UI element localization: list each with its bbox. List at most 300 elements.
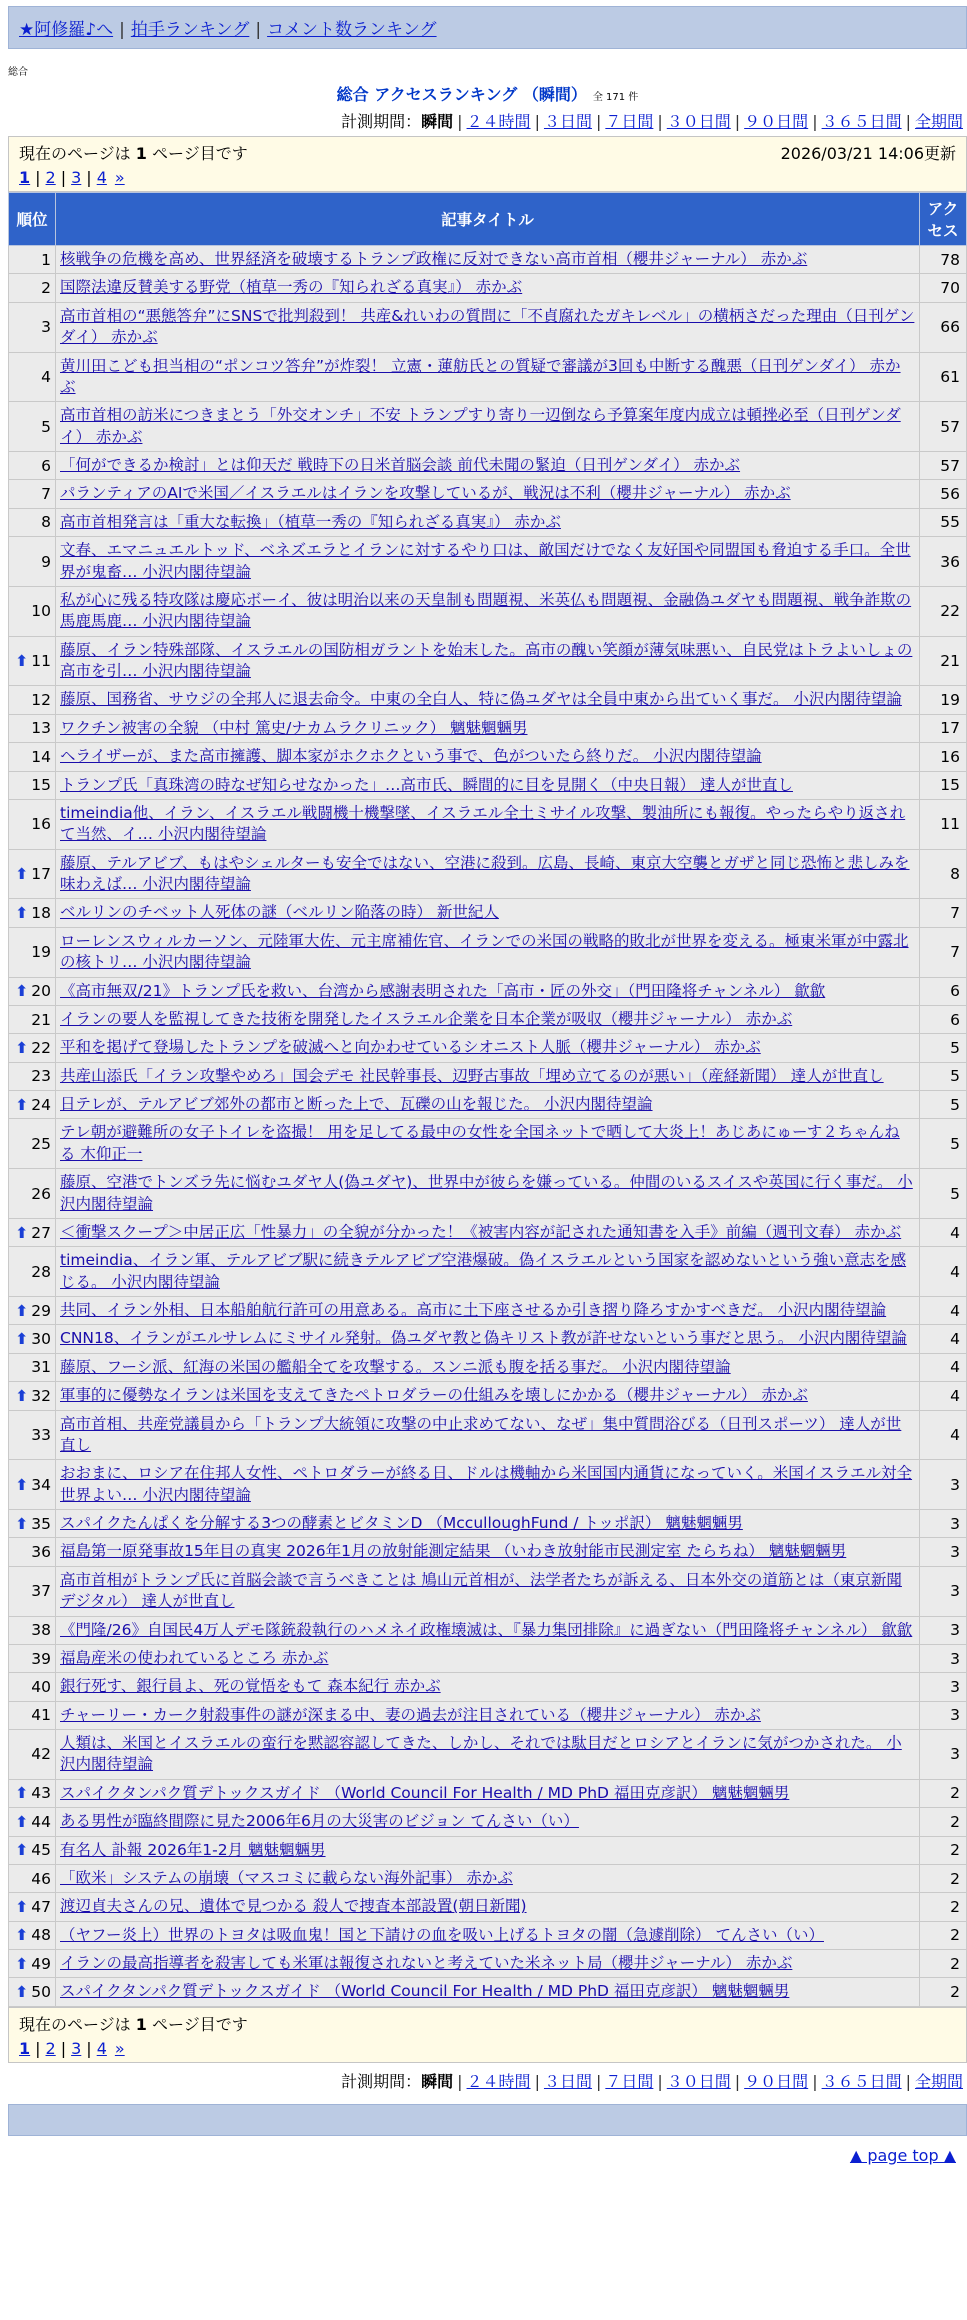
article-link[interactable]: timeindia他、イラン、イスラエル戦闘機十機撃墜、イスラエル全土ミサイル攻撃、製油所にも報復。やったらやり返されて当然、イ… 小沢内閣待望論 bbox=[60, 803, 906, 844]
title-cell bbox=[56, 1062, 920, 1090]
article-link[interactable]: 共同、イラン外相、日本船舶航行許可の用意ある。高市に土下座させるか引き摺り降ろすかすべきだ。 小沢内閣待望論 bbox=[60, 1301, 887, 1319]
rank-up-arrow-icon: ⬆ bbox=[15, 1983, 29, 2002]
rank-cell bbox=[9, 1921, 56, 1949]
rank-number: 45 bbox=[31, 1841, 51, 1860]
title-cell bbox=[56, 1005, 920, 1033]
category-label: 総合 bbox=[8, 67, 28, 78]
title-cell bbox=[56, 1893, 920, 1921]
rank-up-arrow-icon: ⬆ bbox=[15, 865, 29, 883]
access-count: 2 bbox=[920, 1921, 967, 1949]
article-link[interactable]: 福島産米の使われているところ 赤かぶ bbox=[60, 1648, 329, 1667]
rank-cell bbox=[9, 1644, 56, 1672]
rank-number: 19 bbox=[31, 943, 51, 962]
period-label: 計測期間： bbox=[341, 112, 422, 131]
title-cell bbox=[56, 1510, 920, 1538]
rank-number: 39 bbox=[31, 1649, 51, 1668]
rank-number: 49 bbox=[31, 1954, 51, 1973]
access-count: 3 bbox=[920, 1538, 967, 1566]
rank-cell bbox=[9, 1566, 56, 1616]
updated-timestamp: 2026/03/21 14:06更新 bbox=[780, 144, 956, 163]
period-link-7d[interactable]: ７日間 bbox=[605, 112, 654, 131]
access-count: 6 bbox=[920, 1005, 967, 1033]
period-link-90d[interactable]: ９０日間 bbox=[744, 2071, 809, 2091]
title-cell bbox=[56, 1978, 920, 2006]
access-count: 4 bbox=[920, 1410, 967, 1460]
article-link[interactable]: 高市首相の“悪態答弁”にSNSで批判殺到！ 共産&れいわの質問に「不貞腐れたガキレベル」の横柄さだった理由（日刊ゲンダイ） 赤かぶ bbox=[60, 306, 915, 347]
access-count: 5 bbox=[920, 1091, 967, 1119]
rank-number: 5 bbox=[41, 417, 51, 436]
rank-up-arrow-icon: ⬆ bbox=[15, 1223, 29, 1242]
article-link[interactable]: 藤原、イラン特殊部隊、イスラエルの国防相ガラントを始末した。高市の醜い笑顔が薄気味悪い、自民党はトラよいしょの高市を引… 小沢内閣待望論 bbox=[60, 640, 913, 680]
rank-cell bbox=[9, 771, 56, 799]
rank-up-arrow-icon: ⬆ bbox=[15, 1301, 29, 1320]
article-link[interactable]: 文春、エマニュエルトッド、ベネズエラとイランに対するやり口は、敵国だけでなく友好国や同盟国も脅迫する手口。全世界が鬼畜… 小沢内閣待望論 bbox=[60, 541, 911, 581]
current-page-text: 現在のページは 1 ページ目です bbox=[19, 144, 248, 163]
rank-cell bbox=[9, 636, 56, 686]
table-row bbox=[9, 246, 967, 274]
rank-cell bbox=[9, 1247, 56, 1297]
access-count: 7 bbox=[920, 927, 967, 977]
access-count: 17 bbox=[920, 714, 967, 742]
pager-page-4[interactable]: 4 bbox=[96, 2038, 107, 2058]
period-link-365d[interactable]: ３６５日間 bbox=[821, 112, 902, 131]
access-count: 11 bbox=[920, 799, 967, 849]
article-link[interactable]: ベルリンのチベット人死体の謎（ベルリン陥落の時） 新世紀人 bbox=[60, 903, 499, 922]
rank-cell bbox=[9, 714, 56, 742]
title-cell bbox=[56, 1247, 920, 1297]
article-link[interactable]: 日テレが、テルアビブ郊外の都市と断った上で、瓦礫の山を報じた。 小沢内閣待望論 bbox=[60, 1095, 653, 1113]
pager-page-2[interactable]: 2 bbox=[45, 2038, 56, 2058]
rank-number: 26 bbox=[31, 1184, 51, 1203]
rank-cell bbox=[9, 1353, 56, 1381]
title-cell bbox=[56, 246, 920, 274]
rank-cell bbox=[9, 1950, 56, 1978]
rank-number: 13 bbox=[31, 719, 51, 738]
access-count: 3 bbox=[920, 1460, 967, 1510]
rank-cell bbox=[9, 1779, 56, 1807]
article-link[interactable]: 「何ができるか検討」とは仰天だ 戦時下の日米首脳会談 前代未聞の緊迫（日刊ゲンダイ） 赤かぶ bbox=[60, 456, 741, 474]
table-row bbox=[9, 1005, 967, 1033]
rank-up-arrow-icon: ⬆ bbox=[15, 1386, 29, 1405]
rank-number: 1 bbox=[41, 250, 51, 269]
period-link-7d[interactable]: ７日間 bbox=[605, 2071, 654, 2091]
access-count: 3 bbox=[920, 1701, 967, 1729]
rank-cell bbox=[9, 1034, 56, 1062]
title-cell bbox=[56, 537, 920, 587]
rank-number: 3 bbox=[41, 318, 51, 337]
article-link[interactable]: スパイクタンパク質デトックスガイド （World Council For Health / MD PhD 福田克彦訳） 魑魅魍魎男 bbox=[60, 1982, 790, 2001]
nav-separator: | bbox=[119, 20, 125, 40]
access-count: 61 bbox=[920, 352, 967, 402]
rank-number: 37 bbox=[31, 1582, 51, 1601]
table-row bbox=[9, 899, 967, 927]
title-cell bbox=[56, 1382, 920, 1410]
rank-cell bbox=[9, 1119, 56, 1169]
article-link[interactable]: 高市首相の訪米につきまとう「外交オンチ」不安 トランプすり寄り一辺倒なら予算案年度内成立は頓挫必至（日刊ゲンダイ） 赤かぶ bbox=[60, 406, 901, 446]
rank-cell bbox=[9, 849, 56, 899]
table-row bbox=[9, 977, 967, 1005]
rank-number: 50 bbox=[31, 1983, 51, 2002]
access-count: 3 bbox=[920, 1644, 967, 1672]
rank-cell bbox=[9, 1510, 56, 1538]
title-cell bbox=[56, 302, 920, 352]
table-row bbox=[9, 636, 967, 686]
article-link[interactable]: 藤原、フーシ派、紅海の米国の艦船全てを攻撃する。スンニ派も腹を括る事だ。 小沢内閣待望論 bbox=[60, 1357, 731, 1376]
table-row bbox=[9, 1382, 967, 1410]
rank-cell bbox=[9, 1538, 56, 1566]
table-row bbox=[9, 402, 967, 452]
header-access: アクセス bbox=[920, 193, 967, 246]
pager-page-3[interactable]: 3 bbox=[71, 2038, 82, 2058]
title-cell bbox=[56, 1325, 920, 1353]
pager-page-2[interactable]: 2 bbox=[45, 168, 56, 187]
rank-number: 17 bbox=[31, 865, 51, 883]
article-link[interactable]: ワクチン被害の全貌 （中村 篤史/ナカムラクリニック） 魑魅魍魎男 bbox=[60, 718, 528, 737]
title-cell bbox=[56, 1921, 920, 1949]
rank-number: 40 bbox=[31, 1677, 51, 1696]
rank-number: 18 bbox=[31, 904, 51, 923]
article-link[interactable]: （ヤフー炎上）世界のトヨタは吸血鬼！国と下請けの血を吸い上げるトヨタの闇（急遽削除） てんさい（い） bbox=[60, 1925, 824, 1944]
rank-up-arrow-icon: ⬆ bbox=[15, 1514, 29, 1533]
article-link[interactable]: timeindia、イラン軍、テルアビブ駅に続きテルアビブ空港爆破。偽イスラエルという国家を認めないという強い意志を感じる。 小沢内閣待望論 bbox=[60, 1251, 907, 1291]
rank-number: 36 bbox=[31, 1543, 51, 1562]
table-row bbox=[9, 452, 967, 480]
table-row bbox=[9, 274, 967, 302]
rank-number: 8 bbox=[41, 513, 51, 532]
article-link[interactable]: 黄川田こども担当相の“ポンコツ答弁”が炸裂！ 立憲・蓮舫氏との質疑で審議が3回も中断する醜悪（日刊ゲンダイ） 赤かぶ bbox=[60, 356, 901, 396]
article-link[interactable]: CNN18、イランがエルサレムにミサイル発射。偽ユダヤ教と偽キリスト教が許せないという事だと思う。 小沢内閣待望論 bbox=[60, 1329, 907, 1348]
table-row bbox=[9, 1566, 967, 1616]
table-row bbox=[9, 537, 967, 587]
article-link[interactable]: 渡辺貞夫さんの兄、遺体で見つかる 殺人で捜査本部設置(朝日新聞) bbox=[60, 1897, 527, 1916]
article-link[interactable]: スパイクタンパク質デトックスガイド （World Council For Health / MD PhD 福田克彦訳） 魑魅魍魎男 bbox=[60, 1783, 790, 1802]
access-count: 21 bbox=[920, 636, 967, 686]
access-count: 8 bbox=[920, 849, 967, 899]
rank-number: 15 bbox=[31, 776, 51, 795]
access-count: 2 bbox=[920, 1779, 967, 1807]
header-title: 記事タイトル bbox=[56, 193, 920, 246]
nav-link-ashura[interactable]: ★阿修羅♪へ bbox=[19, 20, 114, 40]
table-row bbox=[9, 1836, 967, 1864]
article-link[interactable]: パランティアのAIで米国／イスラエルはイランを攻撃しているが、戦況は不利（櫻井ジャーナル） 赤かぶ bbox=[60, 484, 791, 503]
table-row bbox=[9, 1510, 967, 1538]
table-row bbox=[9, 1091, 967, 1119]
period-label: 計測期間： bbox=[341, 2071, 422, 2091]
access-count: 4 bbox=[920, 1382, 967, 1410]
article-link[interactable]: 平和を掲げて登場したトランプを破滅へと向かわせているシオニスト人脈（櫻井ジャーナル） 赤かぶ bbox=[60, 1038, 761, 1057]
rank-up-arrow-icon: ⬆ bbox=[15, 1926, 29, 1945]
table-row bbox=[9, 1808, 967, 1836]
top-navigation bbox=[8, 6, 967, 49]
table-row bbox=[9, 1460, 967, 1510]
rank-up-arrow-icon: ⬆ bbox=[15, 1897, 29, 1916]
page-top-link[interactable]: ▲ page top ▲ bbox=[849, 2145, 956, 2165]
period-current: 瞬間 bbox=[421, 2071, 454, 2091]
article-link[interactable]: 銀行死す、銀行員よ、死の覚悟をもて 森本紀行 赤かぶ bbox=[60, 1677, 441, 1696]
title-cell bbox=[56, 352, 920, 402]
article-link[interactable]: 《高市無双/21》トランプ氏を救い、台湾から感謝表明された「高市・匠の外交」（門田隆将チャンネル） 歙歙 bbox=[60, 981, 826, 1000]
article-link[interactable]: ある男性が臨終間際に見た2006年6月の大災害のビジョン てんさい（い） bbox=[60, 1812, 579, 1831]
page-info-top bbox=[8, 136, 967, 192]
rank-number: 24 bbox=[31, 1095, 51, 1114]
rank-up-arrow-icon: ⬆ bbox=[15, 652, 29, 670]
title-cell bbox=[56, 1460, 920, 1510]
pager-top: 1 | 2 | 3 | 4 » bbox=[19, 168, 125, 187]
access-count: 2 bbox=[920, 1978, 967, 2006]
rank-up-arrow-icon: ⬆ bbox=[15, 1038, 29, 1057]
rank-number: 32 bbox=[31, 1386, 51, 1405]
rank-cell bbox=[9, 586, 56, 636]
table-row bbox=[9, 1410, 967, 1460]
access-count: 2 bbox=[920, 1864, 967, 1892]
nav-link-applause-ranking[interactable]: 拍手ランキング bbox=[130, 20, 250, 40]
article-link[interactable]: トランプ氏「真珠湾の時なぜ知らせなかった」…高市氏、瞬間的に目を見開く（中央日報） 達人が世直し bbox=[60, 775, 793, 794]
article-link[interactable]: おおまに、ロシア在住邦人女性、ペトロダラーが終る日、ドルは機軸から米国国内通貨になっていく。米国イスラエル対全世界よい… 小沢内閣待望論 bbox=[60, 1464, 913, 1504]
article-link[interactable]: 高市首相、共産党議員から「トランプ大統領に攻撃の中止求めてない、なぜ」集中質問浴びる（日刊スポーツ） 達人が世直し bbox=[60, 1414, 902, 1454]
title-cell bbox=[56, 1566, 920, 1616]
title-cell bbox=[56, 402, 920, 452]
table-row bbox=[9, 1218, 967, 1246]
rank-cell bbox=[9, 1005, 56, 1033]
period-link-30d[interactable]: ３０日間 bbox=[666, 112, 731, 131]
article-link[interactable]: 「欧米」システムの崩壊（マスコミに載らない海外記事） 赤かぶ bbox=[60, 1868, 513, 1887]
rank-number: 7 bbox=[41, 485, 51, 504]
rank-number: 44 bbox=[31, 1812, 51, 1831]
article-link[interactable]: 軍事的に優勢なイランは米国を支えてきたペトロダラーの仕組みを壊しにかかる（櫻井ジャーナル） 赤かぶ bbox=[60, 1386, 808, 1405]
rank-cell bbox=[9, 302, 56, 352]
rank-up-arrow-icon: ⬆ bbox=[15, 1954, 29, 1973]
access-count: 57 bbox=[920, 452, 967, 480]
rank-cell bbox=[9, 1673, 56, 1701]
rank-cell bbox=[9, 1325, 56, 1353]
title-cell bbox=[56, 1779, 920, 1807]
rank-cell bbox=[9, 977, 56, 1005]
article-link[interactable]: 《門隆/26》自国民4万人デモ隊銃殺執行のハメネイ政権壊滅は、『暴力集団排除』に過ぎない（門田隆将チャンネル） 歙歙 bbox=[60, 1620, 913, 1639]
article-link[interactable]: ＜衝撃スクープ＞中居正広「性暴力」の全貌が分かった！《被害内容が記された通知書を入手》前編（週刊文春） 赤かぶ bbox=[60, 1222, 902, 1241]
period-link-90d[interactable]: ９０日間 bbox=[744, 112, 809, 131]
period-selector-top: 計測期間：瞬間 | ２４時間 | ３日間 | ７日間 | ３０日間 | ９０日間 | ３６５日間 | 全期間 bbox=[341, 112, 963, 131]
rank-cell bbox=[9, 1460, 56, 1510]
rank-number: 2 bbox=[41, 279, 51, 298]
table-row bbox=[9, 480, 967, 508]
table-row bbox=[9, 714, 967, 742]
table-row bbox=[9, 586, 967, 636]
rank-number: 4 bbox=[41, 367, 51, 386]
article-link[interactable]: 藤原、テルアビブ、もはやシェルターも安全ではない、空港に殺到。広島、長崎、東京大空襲とガザと同じ恐怖と悲しみを味わえば… 小沢内閣待望論 bbox=[60, 853, 910, 893]
title-cell bbox=[56, 508, 920, 536]
rank-number: 6 bbox=[41, 456, 51, 475]
rank-number: 22 bbox=[31, 1038, 51, 1057]
title-cell bbox=[56, 452, 920, 480]
rank-cell bbox=[9, 480, 56, 508]
title-cell bbox=[56, 1673, 920, 1701]
rank-cell bbox=[9, 899, 56, 927]
table-row bbox=[9, 1978, 967, 2006]
article-link[interactable]: 共産山添氏「イラン攻撃やめろ」国会デモ 社民幹事長、辺野古事故「埋め立てるのが悪い」（産経新聞） 達人が世直し bbox=[60, 1066, 884, 1085]
title-cell bbox=[56, 1169, 920, 1219]
rank-number: 30 bbox=[31, 1330, 51, 1349]
rank-cell bbox=[9, 508, 56, 536]
period-link-all[interactable]: 全期間 bbox=[914, 2071, 963, 2091]
rank-cell bbox=[9, 1730, 56, 1780]
title-cell bbox=[56, 1297, 920, 1325]
rank-number: 43 bbox=[31, 1784, 51, 1803]
rank-number: 33 bbox=[31, 1425, 51, 1444]
rank-number: 12 bbox=[31, 691, 51, 710]
title-cell bbox=[56, 1091, 920, 1119]
title-cell bbox=[56, 1616, 920, 1644]
table-row bbox=[9, 1701, 967, 1729]
article-link[interactable]: ヘライザーが、また高市擁護、脚本家がホクホクという事で、色がついたら終りだ。 小沢内閣待望論 bbox=[60, 747, 762, 766]
period-link-3d[interactable]: ３日間 bbox=[543, 112, 592, 131]
table-row bbox=[9, 849, 967, 899]
rank-number: 11 bbox=[31, 652, 51, 670]
rank-up-arrow-icon: ⬆ bbox=[15, 1475, 29, 1494]
title-cell bbox=[56, 1644, 920, 1672]
pager-current[interactable]: 1 bbox=[19, 168, 31, 187]
article-link[interactable]: 福島第一原発事故15年目の真実 2026年1月の放射能測定結果 （いわき放射能市民測定室 たらちね） 魑魅魍魎男 bbox=[60, 1542, 847, 1561]
rank-number: 34 bbox=[31, 1475, 51, 1494]
current-page-text: 現在のページは 1 ページ目です bbox=[19, 2014, 248, 2034]
title-cell bbox=[56, 1353, 920, 1381]
access-count: 2 bbox=[920, 1808, 967, 1836]
rank-up-arrow-icon: ⬆ bbox=[15, 1841, 29, 1860]
title-cell bbox=[56, 1034, 920, 1062]
article-link[interactable]: チャーリー・カーク射殺事件の謎が深まる中、妻の過去が注目されている（櫻井ジャーナル） 赤かぶ bbox=[60, 1705, 761, 1724]
table-row bbox=[9, 1325, 967, 1353]
access-count: 5 bbox=[920, 1062, 967, 1090]
article-link[interactable]: 藤原、空港でトンズラ先に悩むユダヤ人(偽ユダヤ)、世界中が彼らを嫌っている。仲間のいるスイスや英国に行く事だ。 小沢内閣待望論 bbox=[60, 1173, 913, 1213]
access-count: 3 bbox=[920, 1566, 967, 1616]
pager-bottom: 1 | 2 | 3 | 4 » bbox=[19, 2038, 125, 2058]
table-row bbox=[9, 1247, 967, 1297]
access-count: 57 bbox=[920, 402, 967, 452]
article-link[interactable]: スパイクたんぱくを分解する3つの酵素とビタミンD （McculloughFund / トッポ訳） 魑魅魍魎男 bbox=[60, 1514, 743, 1532]
rank-number: 46 bbox=[31, 1869, 51, 1888]
title-cell bbox=[56, 1119, 920, 1169]
table-row bbox=[9, 1062, 967, 1090]
access-count: 7 bbox=[920, 899, 967, 927]
nav-link-comment-ranking[interactable]: コメント数ランキング bbox=[267, 20, 437, 40]
footer-bar bbox=[8, 2104, 967, 2165]
pager-page-4[interactable]: 4 bbox=[96, 168, 107, 187]
rank-up-arrow-icon: ⬆ bbox=[15, 1095, 29, 1114]
access-count: 3 bbox=[920, 1730, 967, 1780]
period-link-24h[interactable]: ２４時間 bbox=[466, 2071, 531, 2091]
rank-cell bbox=[9, 1382, 56, 1410]
title-cell bbox=[56, 1218, 920, 1246]
title-cell bbox=[56, 1950, 920, 1978]
rank-cell bbox=[9, 402, 56, 452]
pager-next[interactable]: » bbox=[114, 2038, 125, 2058]
article-link[interactable]: 私が心に残る特攻隊は慶応ボーイ、彼は明治以来の天皇制も問題視、米英仏も問題視、金融偽ユダヤも問題視、戦争詐欺の馬鹿馬鹿… 小沢内閣待望論 bbox=[60, 590, 912, 631]
rank-cell bbox=[9, 1169, 56, 1219]
pager-page-3[interactable]: 3 bbox=[71, 168, 82, 187]
rank-cell bbox=[9, 1978, 56, 2006]
table-row bbox=[9, 1779, 967, 1807]
rank-cell bbox=[9, 274, 56, 302]
table-row bbox=[9, 352, 967, 402]
access-count: 19 bbox=[920, 686, 967, 714]
table-row bbox=[9, 1538, 967, 1566]
rank-cell bbox=[9, 537, 56, 587]
rank-number: 35 bbox=[31, 1514, 51, 1533]
article-link[interactable]: 人類は、米国とイスラエルの蛮行を黙認容認してきた、しかし、それでは駄目だとロシアとイランに気がつかされた。 小沢内閣待望論 bbox=[60, 1734, 902, 1774]
table-row bbox=[9, 1864, 967, 1892]
rank-number: 31 bbox=[31, 1358, 51, 1377]
table-row bbox=[9, 1950, 967, 1978]
article-link[interactable]: テレ朝が避難所の女子トイレを盗撮！ 用を足してる最中の女性を全国ネットで晒して大炎上！あじあにゅーす２ちゃんねる 木仰正一 bbox=[60, 1123, 900, 1163]
rank-cell bbox=[9, 1410, 56, 1460]
title-cell bbox=[56, 714, 920, 742]
table-row bbox=[9, 686, 967, 714]
rank-cell bbox=[9, 1808, 56, 1836]
rank-cell bbox=[9, 246, 56, 274]
article-link[interactable]: ローレンスウィルカーソン、元陸軍大佐、元主席補佐官、イランでの米国の戦略的敗北が世界を変える。極東米軍が中露北の核トリ… 小沢内閣待望論 bbox=[60, 931, 909, 972]
title-cell bbox=[56, 849, 920, 899]
article-link[interactable]: 核戦争の危機を高め、世界経済を破壊するトランプ政権に反対できない高市首相（櫻井ジャーナル） 赤かぶ bbox=[60, 250, 808, 268]
period-link-24h[interactable]: ２４時間 bbox=[466, 112, 531, 131]
pager-next[interactable]: » bbox=[114, 168, 125, 187]
rank-cell bbox=[9, 1701, 56, 1729]
nav-separator: | bbox=[255, 20, 262, 40]
rank-cell bbox=[9, 1864, 56, 1892]
access-count: 2 bbox=[920, 1836, 967, 1864]
pager-current[interactable]: 1 bbox=[19, 2038, 31, 2058]
table-row bbox=[9, 1034, 967, 1062]
access-count: 4 bbox=[920, 1353, 967, 1381]
access-count: 4 bbox=[920, 1297, 967, 1325]
period-current: 瞬間 bbox=[421, 112, 454, 131]
rank-up-arrow-icon: ⬆ bbox=[15, 982, 29, 1001]
access-count: 78 bbox=[920, 246, 967, 274]
title-cell bbox=[56, 799, 920, 849]
title-cell bbox=[56, 480, 920, 508]
rank-cell bbox=[9, 743, 56, 771]
rank-number: 25 bbox=[31, 1134, 51, 1153]
table-row bbox=[9, 1616, 967, 1644]
access-count: 5 bbox=[920, 1034, 967, 1062]
period-link-30d[interactable]: ３０日間 bbox=[666, 2071, 731, 2091]
table-row bbox=[9, 1644, 967, 1672]
access-count: 2 bbox=[920, 1950, 967, 1978]
title-cell bbox=[56, 686, 920, 714]
article-link[interactable]: イランの最高指導者を殺害しても米軍は報復されないと考えていた米ネット局（櫻井ジャーナル） 赤かぶ bbox=[60, 1954, 793, 1972]
article-link[interactable]: 藤原、国務省、サウジの全邦人に退去命令。中東の全白人、特に偽ユダヤは全員中東から出ていく事だ。 小沢内閣待望論 bbox=[60, 690, 902, 709]
access-count: 36 bbox=[920, 537, 967, 587]
table-row bbox=[9, 743, 967, 771]
period-link-365d[interactable]: ３６５日間 bbox=[821, 2071, 902, 2091]
article-link[interactable]: 高市首相がトランプ氏に首脳会談で言うべきことは 鳩山元首相が、法学者たちが訴える、日本外交の道筋とは（東京新聞デジタル） 達人が世直し bbox=[60, 1570, 902, 1611]
title-cell bbox=[56, 743, 920, 771]
access-count: 2 bbox=[920, 1893, 967, 1921]
access-count: 15 bbox=[920, 771, 967, 799]
article-link[interactable]: 国際法違反賛美する野党（植草一秀の『知られざる真実』） 赤かぶ bbox=[60, 278, 523, 297]
period-link-3d[interactable]: ３日間 bbox=[543, 2071, 592, 2091]
rank-up-arrow-icon: ⬆ bbox=[15, 1330, 29, 1349]
rank-cell bbox=[9, 1297, 56, 1325]
title-cell bbox=[56, 1410, 920, 1460]
article-link[interactable]: 有名人 訃報 2026年1-2月 魑魅魍魎男 bbox=[60, 1840, 326, 1859]
rank-number: 16 bbox=[31, 815, 51, 834]
article-link[interactable]: イランの要人を監視してきた技術を開発したイスラエル企業を日本企業が吸収（櫻井ジャーナル） 赤かぶ bbox=[60, 1009, 793, 1028]
access-count: 3 bbox=[920, 1673, 967, 1701]
rank-up-arrow-icon: ⬆ bbox=[15, 1784, 29, 1803]
period-link-all[interactable]: 全期間 bbox=[914, 112, 963, 131]
access-count: 16 bbox=[920, 743, 967, 771]
title-cell bbox=[56, 977, 920, 1005]
article-link[interactable]: 高市首相発言は「重大な転換」（植草一秀の『知られざる真実』） 赤かぶ bbox=[60, 512, 561, 531]
